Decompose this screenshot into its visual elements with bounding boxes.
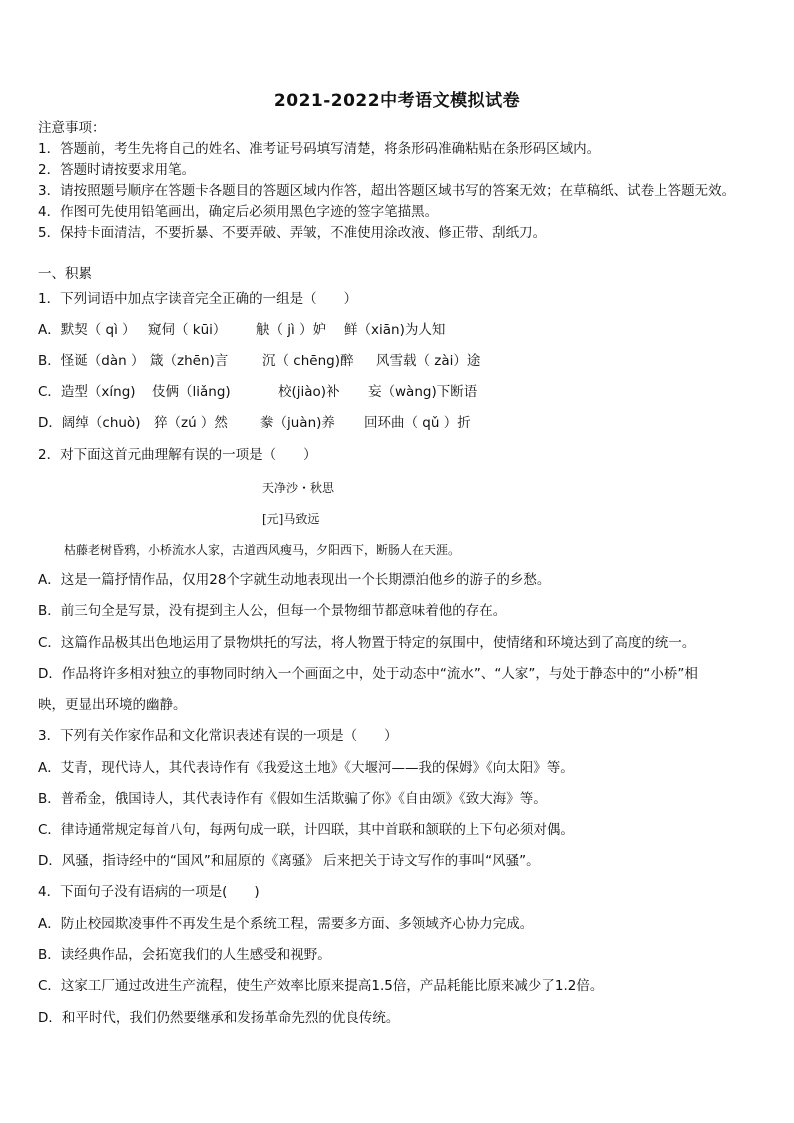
question-1-option-b: [38, 351, 480, 371]
notice-item: 5．保持卡面清洁，不要折暴、不要弄破、弄皱，不准使用涂改液、修正带、刮纸刀。: [38, 225, 547, 241]
question-1-option-a: [38, 320, 445, 340]
question-1-option-c: [38, 382, 477, 402]
question-2-option-d-cont: 映，更显出环境的幽静。: [38, 697, 187, 713]
question-4-option-c: C．这家工厂通过改进生产流程，使生产效率比原来提高1.5倍，产品耗能比原来减少了1.2倍。: [38, 978, 604, 994]
question-2-stem: 2．对下面这首元曲理解有误的一项是（ ）: [38, 447, 317, 463]
option-term: D．阔绰（chuò): [38, 415, 141, 431]
option-term: 妄（wàng)下断语: [368, 384, 478, 400]
question-1-stem: 1．下列词语中加点字读音完全正确的一组是（ ）: [38, 291, 358, 307]
option-term: 窥伺（ kūi）: [148, 322, 227, 338]
question-4-option-a: A．防止校园欺凌事件不再发生是个系统工程，需要多方面、多领域齐心协力完成。: [38, 916, 534, 932]
question-3-option-c: C．律诗通常规定每首八句，每两句成一联，计四联，其中首联和颔联的上下句必须对偶。: [38, 822, 574, 838]
notice-item: 2．答题时请按要求用笔。: [38, 162, 196, 178]
page-title: 2021-2022中考语文模拟试卷: [273, 91, 521, 111]
question-4-option-b: B．读经典作品，会拓宽我们的人生感受和视野。: [38, 947, 331, 963]
question-4-option-d: D．和平时代，我们仍然要继承和发扬革命先烈的优良传统。: [38, 1010, 400, 1026]
question-2-option-a: A．这是一篇抒情作品，仅用28个字就生动地表现出一个长期漂泊他乡的游子的乡愁。: [38, 572, 551, 588]
option-term: B．怪诞（dàn ）: [38, 353, 145, 369]
notice-item: 3．请按照题号顺序在答题卡各题目的答题区域内作答，超出答题区域书写的答案无效；在草稿纸、试卷上答题无效。: [38, 183, 736, 199]
option-term: 觖（ jì ）妒: [256, 322, 327, 338]
option-term: 伎俩（liǎng): [152, 384, 231, 400]
poem-author: [元]马致远: [262, 512, 320, 526]
question-3-stem: 3．下列有关作家作品和文化常识表述有误的一项是（ ）: [38, 728, 398, 744]
poem-title: 天净沙・秋思: [262, 481, 335, 495]
option-term: 箴（zhēn)言: [150, 353, 229, 369]
notice-heading: 注意事项：: [38, 120, 106, 136]
option-term: 校(jiào)补: [278, 384, 340, 400]
option-term: A．默契（ qì ）: [38, 322, 136, 338]
question-2-option-b: B．前三句全是写景，没有提到主人公，但每一个景物细节都意味着他的存在。: [38, 603, 507, 619]
question-3-option-d: D．风骚，指诗经中的“国风”和屈原的《离骚》 后来把关于诗文写作的事叫“风骚”。: [38, 853, 540, 869]
question-4-stem: 4．下面句子没有语病的一项是( ): [38, 884, 260, 900]
option-term: 回环曲（ qǔ ）折: [364, 415, 471, 431]
section-heading: 一、积累: [38, 266, 92, 282]
question-2-option-d: D．作品将许多相对独立的事物同时纳入一个画面之中，处于动态中“流水”、“人家”，与处于静态中的“小桥”相: [38, 666, 698, 682]
question-3-option-a: A．艾青，现代诗人，其代表诗作有《我爱这土地》《大堰河——我的保姆》《向太阳》等。: [38, 760, 574, 776]
poem-body: 枯藤老树昏鸦，小桥流水人家，古道西风瘦马，夕阳西下，断肠人在天涯。: [64, 543, 461, 557]
notice-item: 4．作图可先使用铅笔画出，确定后必须用黑色字迹的签字笔描黑。: [38, 204, 439, 220]
option-term: 猝（zú ）然: [154, 415, 228, 431]
question-3-option-b: B．普希金，俄国诗人，其代表诗作有《假如生活欺骗了你》《自由颂》《致大海》等。: [38, 791, 547, 807]
question-2-option-c: C．这篇作品极其出色地运用了景物烘托的写法，将人物置于特定的氛围中，使情绪和环境达到了高度的统一。: [38, 635, 696, 651]
option-term: 鲜（xiān)为人知: [344, 322, 446, 338]
option-term: 沉（ chēng)醉: [262, 353, 354, 369]
option-term: C．造型（xíng): [38, 384, 136, 400]
notice-item: 1．答题前，考生先将自己的姓名、准考证号码填写清楚，将条形码准确粘贴在条形码区域内。: [38, 141, 601, 157]
option-term: 豢（juàn)养: [260, 415, 335, 431]
option-term: 风雪载（ zài）途: [376, 353, 481, 369]
question-1-option-d: [38, 413, 471, 433]
